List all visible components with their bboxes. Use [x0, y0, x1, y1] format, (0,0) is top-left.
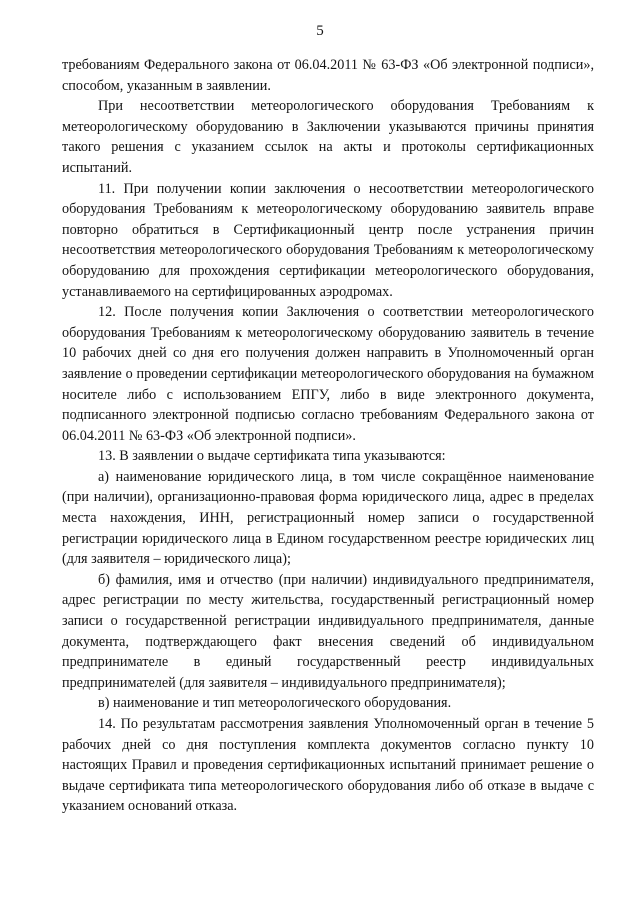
paragraph-item-11: 11. При получении копии заключения о несоответствии метеорологического оборудования Требованиям к метеорологическому оборудованию заявитель вправе повторно обратиться в Сертификационный центр после устранения причин несоответствия метеорологического оборудования Требованиям к метеорологическому оборудованию для прохождения сертификации метеорологического оборудования, устанавливаемого на сертифицированных аэродромах. [62, 180, 594, 300]
paragraph-nonconformity-reasons: При несоответствии метеорологического оборудования Требованиям к метеорологическому оборудованию в Заключении указываются причины принятия такого решения с указанием ссылок на акты и протоколы сертификационных испытаний. [62, 98, 594, 176]
page-number: 5 [316, 23, 324, 39]
paragraph-item-14: 14. По результатам рассмотрения заявления Уполномоченный орган в течение 5 рабочих дней со дня поступления комплекта документов согласно пункту 10 настоящих Правил и проведения сертификационных испытаний принимает решение о выдаче сертификата типа метеорологического оборудования либо об отказе в выдаче с указанием оснований отказа. [62, 716, 594, 815]
document-body [62, 55, 594, 817]
paragraph-item-12: 12. После получения копии Заключения о соответствии метеорологического оборудования Требованиям к метеорологическому оборудованию заявитель в течение 10 рабочих дней со дня его получения должен направить в Уполномоченный орган заявление о проведении сертификации метеорологического оборудования на бумажном носителе либо с использованием ЕПГУ, либо в виде электронного документа, подписанного электронной подписью согласно требованиям Федерального закона от 06.04.2011 № 63-ФЗ «Об электронной подписи». [62, 304, 594, 444]
paragraph-continuation: требованиям Федерального закона от 06.04.2011 № 63-ФЗ «Об электронной подписи», способом, указанным в заявлении. [62, 57, 594, 94]
paragraph-subitem-a: а) наименование юридического лица, в том числе сокращённое наименование (при наличии), организационно-правовая форма юридического лица, адрес в пределах места нахождения, ИНН, регистрационный номер записи о государственной регистрации юридического лица в Едином государственном реестре юридических лиц (для заявителя – юридического лица); [62, 468, 594, 568]
paragraph-subitem-b: б) фамилия, имя и отчество (при наличии) индивидуального предпринимателя, адрес регистрации по месту жительства, государственный регистрационный номер записи о государственной регистрации индивидуального предпринимателя, данные документа, подтверждающего факт внесения сведений об индивидуальном предпринимателе в единый государственный реестр индивидуальных предпринимателей (для заявителя – индивидуального предпринимателя); [62, 571, 594, 691]
paragraph-subitem-v: в) наименование и тип метеорологического оборудования. [98, 695, 452, 712]
paragraph-item-13: 13. В заявлении о выдаче сертификата типа указываются: [98, 448, 446, 465]
